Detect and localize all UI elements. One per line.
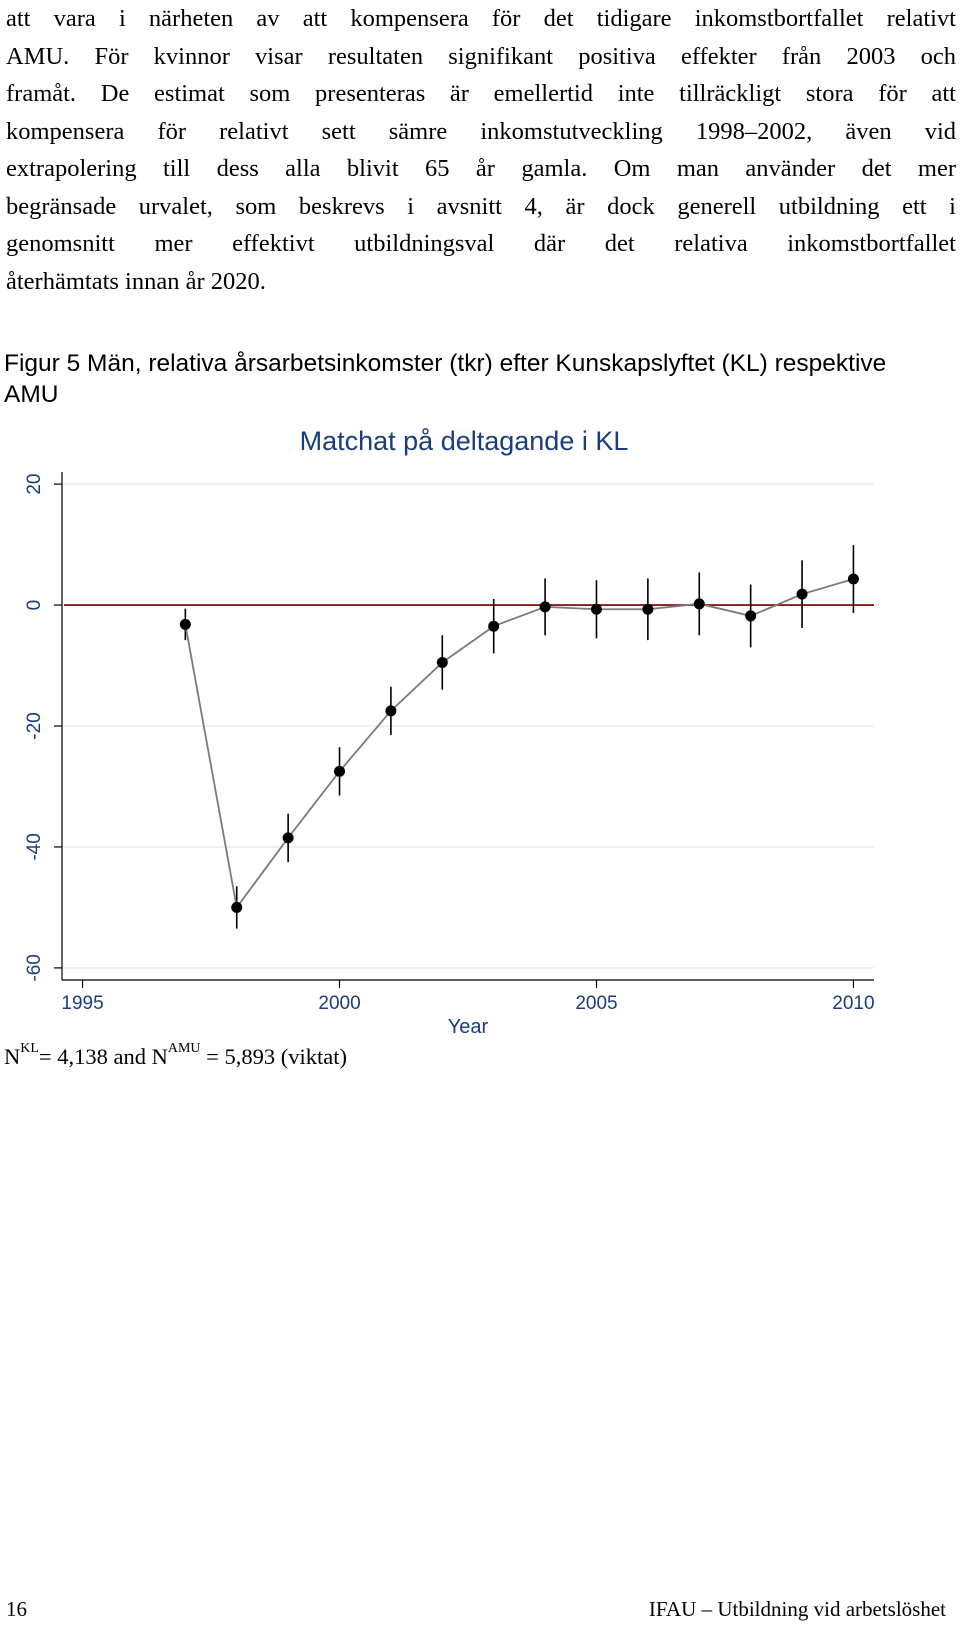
data-point [694,598,705,609]
body-line: kompensera för relativt sett sämre inkomstutveckling 1998–2002, även vid [6,117,956,145]
body-line: extrapolering till dess alla blivit 65 år gamla. Om man använder det mer [6,155,956,182]
data-point [180,619,191,630]
x-tick-label: 2005 [575,993,618,1014]
body-line: framåt. De estimat som presenteras är emellertid inte tillräckligt stora för att [6,80,956,107]
figure-caption: Figur 5 Män, relativa årsarbetsinkomster (tkr) efter Kunskapslyftet (KL) respektive AMU [4,350,887,408]
x-tick-label: 2010 [832,993,875,1014]
data-point [540,601,551,612]
x-axis-label: Year [447,1016,489,1038]
series-line [185,579,853,907]
kl-count: = 4,138 and [38,1044,152,1069]
body-line: begränsade urvalet, som beskrevs i avsnitt 4, är dock generell utbildning ett i [6,192,956,220]
data-point [385,705,396,716]
data-point [642,604,653,615]
sample-size-note [4,1041,347,1070]
chart-title: Matchat på deltagande i KL [299,426,629,456]
data-point [488,621,499,632]
amu-count: = 5,893 (viktat) [200,1044,347,1069]
y-tick-label: 20 [24,473,45,495]
n-symbol: N [151,1044,168,1069]
x-tick-label: 2000 [318,993,361,1014]
line-chart [0,420,960,1038]
x-tick-label: 1995 [61,993,104,1014]
data-point [848,574,859,585]
y-tick-label: -20 [24,712,45,740]
data-point [334,766,345,777]
data-point [797,589,808,600]
y-tick-label: -60 [24,954,45,982]
y-tick-label: 0 [24,599,45,611]
body-line: att vara i närheten av att kompensera för det tidigare inkomstbortfallet relativt [6,5,956,32]
data-point [231,902,242,913]
y-tick-label: -40 [24,833,45,861]
kl-superscript: KL [20,1041,39,1056]
amu-superscript: AMU [167,1041,201,1056]
body-line: AMU. För kvinnor visar resultaten signifikant positiva effekter från 2003 och [6,42,956,70]
n-symbol: N [4,1044,21,1069]
data-point [437,657,448,668]
data-point [283,832,294,843]
body-line: genomsnitt mer effektivt utbildningsval där det relativa inkomstbortfallet [6,230,956,257]
body-line: återhämtats innan år 2020. [6,267,266,295]
data-point [591,604,602,615]
page-number: 16 [6,1597,27,1621]
body-paragraph [6,0,956,300]
footer-publication: IFAU – Utbildning vid arbetslöshet [648,1597,946,1621]
data-point [745,610,756,621]
